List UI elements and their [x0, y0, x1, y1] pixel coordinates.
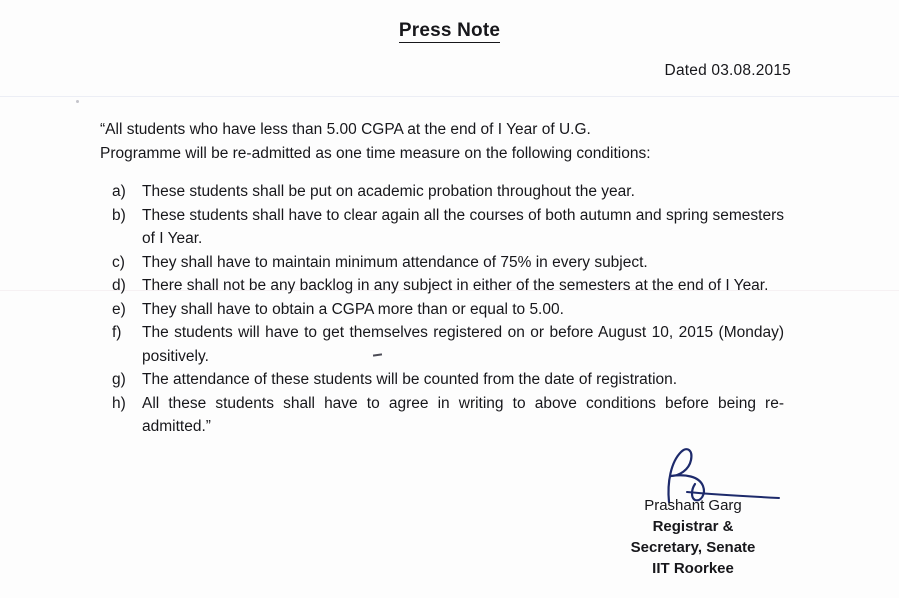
signatory-name: Prashant Garg: [644, 497, 742, 514]
list-item-text: These students shall be put on academic probation throughout the year.: [142, 183, 635, 200]
list-item-label: f): [112, 324, 122, 341]
list-item-text: The attendance of these students will be counted from the date of registration.: [142, 371, 678, 388]
list-item-text: They shall have to maintain minimum attendance of 75% in every subject.: [142, 253, 648, 271]
list-item-text: These students shall have to clear again all the courses of both autumn and spring semesters of I Year.: [142, 206, 784, 247]
list-item: [112, 321, 784, 368]
list-item-label: e): [112, 300, 126, 318]
list-item: [112, 274, 784, 298]
signatory-role-line-1: Registrar &: [652, 518, 734, 535]
intro-line-2: Programme will be re-admitted as one time measure on the following conditions:: [100, 145, 651, 162]
signatory-role-line-2: Secretary, Senate: [630, 539, 756, 556]
list-item: [112, 180, 784, 204]
intro-line-1: “All students who have less than 5.00 CGPA at the end of I Year of U.G.: [100, 121, 591, 138]
list-item-label: c): [112, 253, 125, 271]
list-item-text: The students will have to get themselves registered on or before August 10, 2015 (Monday) positively.: [142, 324, 784, 365]
page-title: [0, 20, 899, 42]
list-item: [112, 204, 784, 251]
list-item-label: a): [112, 183, 126, 200]
list-item: [112, 368, 784, 392]
list-item: [112, 298, 784, 322]
date-line: Dated 03.08.2015: [664, 62, 791, 79]
list-item-label: b): [112, 206, 126, 224]
list-item: [112, 251, 784, 275]
signatory-organization: IIT Roorkee: [652, 560, 734, 577]
list-item-text: All these students shall have to agree in writing to above conditions before being re-admitted.”: [142, 394, 784, 435]
list-item: [112, 392, 784, 439]
scan-artifact-speck: [76, 100, 79, 103]
signature-block: [583, 495, 803, 579]
list-item-label: g): [112, 371, 126, 388]
intro-paragraph: [100, 118, 790, 166]
list-item-label: h): [112, 394, 126, 412]
page-title-text: Press Note: [398, 20, 501, 41]
scan-artifact-line: [0, 96, 899, 97]
conditions-list: [112, 180, 784, 439]
list-item-text: There shall not be any backlog in any subject in either of the semesters at the end of I Year.: [142, 277, 769, 294]
list-item-label: d): [112, 277, 126, 294]
list-item-text: They shall have to obtain a CGPA more than or equal to 5.00.: [142, 300, 564, 318]
